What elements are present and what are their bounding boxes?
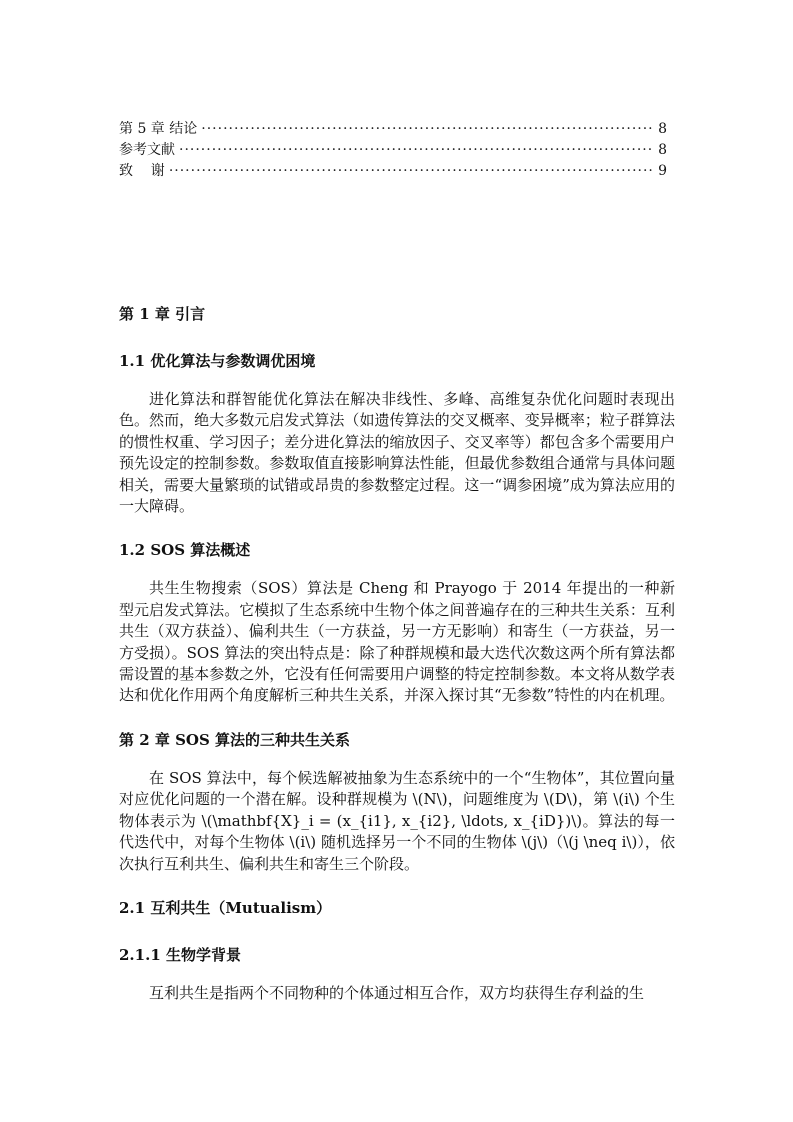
chapter-2-paragraph: 在 SOS 算法中，每个候选解被抽象为生态系统中的一个“生物体”，其位置向量对应优化问题的一个潜在解。设种群规模为 \(N\)，问题维度为 \(D\)，第 \(i\) 个生物体表示为 \(\mathbf{X}_i = (x_{i1}, x_{i2}, \ldots, x_{iD})\)。算法的每一代迭代中，对每个生物体 \(i\) 随机选择另一个不同的生物体 \(j\)（\(j \neq i\)），依次执行互利共生、偏利共生和寄生三个阶段。 xyxy=(119,768,675,873)
section-1-2-heading: 1.2 SOS 算法概述 xyxy=(119,541,251,560)
document-body xyxy=(119,303,675,1004)
section-1-2-paragraph: 共生生物搜索（SOS）算法是 Cheng 和 Prayogo 于 2014 年提出的一种新型元启发式算法。它模拟了生态系统中生物个体之间普遍存在的三种共生关系：互利共生（双方获益）、偏利共生（一方获益，另一方无影响）和寄生（一方获益，另一方受损）。SOS 算法的突出特点是：除了种群规模和最大迭代次数这两个所有算法都需设置的基本参数之外，它没有任何需要用户调整的特定控制参数。本文将从数学表达和优化作用两个角度解析三种共生关系，并深入探讨其“无参数”特性的内在机理。 xyxy=(119,579,675,705)
table-of-contents xyxy=(119,118,667,181)
toc-entry-conclusion[interactable] xyxy=(119,118,667,139)
toc-entry-page: 9 xyxy=(658,163,667,179)
toc-entry-page: 8 xyxy=(658,121,667,137)
section-1-1-paragraph: 进化算法和群智能优化算法在解决非线性、多峰、高维复杂优化问题时表现出色。然而，绝大多数元启发式算法（如遗传算法的交叉概率、变异概率；粒子群算法的惯性权重、学习因子；差分进化算法的缩放因子、交叉率等）都包含多个需要用户预先设定的控制参数。参数取值直接影响算法性能，但最优参数组合通常与具体问题相关，需要大量繁琐的试错或昂贵的参数整定过程。这一“调参困境”成为算法应用的一大障碍。 xyxy=(119,390,675,516)
chapter-2-heading: 第 2 章 SOS 算法的三种共生关系 xyxy=(119,730,351,749)
toc-entry-references[interactable] xyxy=(119,139,667,160)
toc-entry-title: 致 谢 xyxy=(119,163,165,179)
toc-entry-title: 第 5 章 结论 xyxy=(119,121,198,137)
section-2-1-heading: 2.1 互利共生（Mutualism） xyxy=(119,898,332,917)
toc-entry-page: 8 xyxy=(658,142,667,158)
section-1-1-heading: 1.1 优化算法与参数调优困境 xyxy=(119,352,316,370)
section-2-1-1-paragraph: 互利共生是指两个不同物种的个体通过相互合作，双方均获得生存利益的生 xyxy=(149,983,645,1002)
toc-entry-acknowledgements[interactable] xyxy=(119,160,667,181)
toc-leader-dots xyxy=(169,163,654,179)
toc-entry-title: 参考文献 xyxy=(119,142,175,158)
toc-leader-dots xyxy=(179,142,654,158)
section-2-1-1-heading: 2.1.1 生物学背景 xyxy=(119,945,241,964)
toc-leader-dots xyxy=(201,121,654,137)
chapter-1-heading: 第 1 章 引言 xyxy=(119,305,206,323)
